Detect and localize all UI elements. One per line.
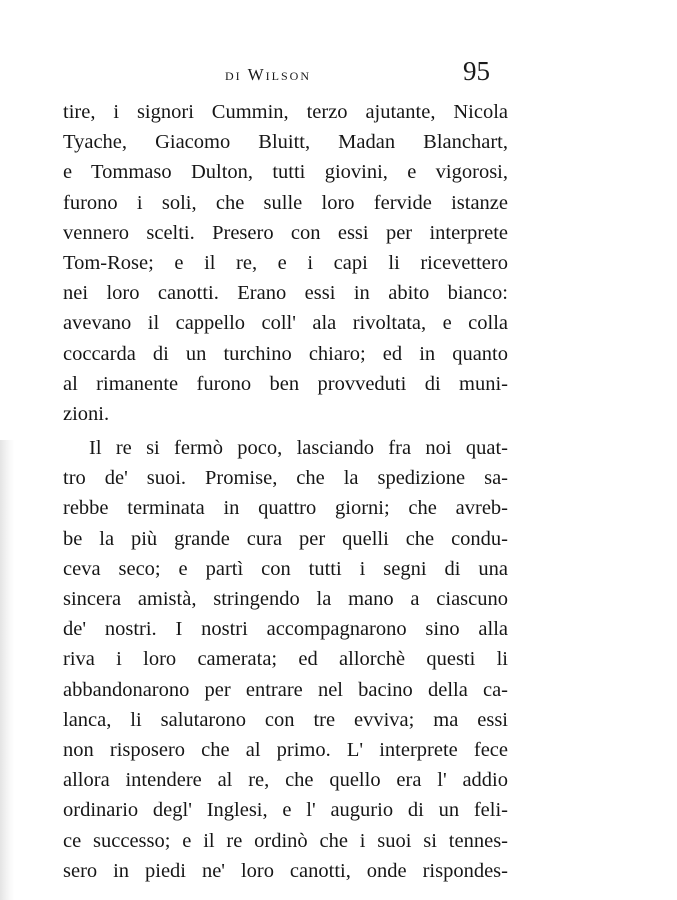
running-title: di Wilson	[225, 65, 311, 84]
text-line: nei loro canotti. Erano essi in abito bianco:	[63, 282, 508, 305]
text-line: e Tommaso Dulton, tutti giovini, e vigorosi,	[63, 161, 508, 184]
text-line: allora intendere al re, che quello era l' addio	[63, 769, 508, 792]
text-line: zioni.	[63, 402, 110, 425]
text-line: abbandonarono per entrare nel bacino della ca-	[63, 678, 508, 701]
text-line: ceva seco; e partì con tutti i segni di una	[63, 557, 508, 580]
text-line: al rimanente furono ben provveduti di muni-	[63, 372, 508, 395]
text-line: furono i soli, che sulle loro fervide istanze	[63, 191, 508, 214]
text-line: vennero scelti. Presero con essi per interprete	[63, 221, 508, 244]
text-line: Tyache, Giacomo Bluitt, Madan Blanchart,	[63, 131, 508, 154]
page-edge-shadow	[0, 440, 14, 900]
text-line: coccarda di un turchino chiaro; ed in quanto	[63, 342, 508, 365]
text-line: rebbe terminata in quattro giorni; che avreb-	[63, 497, 508, 520]
text-line: de' nostri. I nostri accompagnarono sino alla	[63, 618, 508, 641]
page-header	[0, 56, 677, 92]
text-line: tire, i signori Cummin, terzo ajutante, Nicola	[63, 101, 508, 123]
text-line: Tom-Rose; e il re, e i capi li ricevettero	[63, 251, 508, 274]
text-line: avevano il cappello coll' ala rivoltata, e colla	[63, 312, 508, 335]
paragraph-1	[63, 97, 508, 429]
paragraph-2	[63, 433, 508, 886]
text-line: sincera amistà, stringendo la mano a ciascuno	[63, 588, 508, 610]
text-line: non risposero che al primo. L' interprete fece	[63, 738, 508, 761]
text-line: sero in piedi ne' loro canotti, onde rispondes-	[63, 859, 508, 882]
body-text	[63, 97, 508, 886]
text-line: lanca, li salutarono con tre evviva; ma essi	[63, 708, 508, 731]
text-line: ce successo; e il re ordinò che i suoi si tennes-	[63, 829, 508, 852]
text-line: be la più grande cura per quelli che condu-	[63, 527, 508, 550]
text-line: tro de' suoi. Promise, che la spedizione sa-	[63, 467, 508, 490]
page-number: 95	[463, 56, 490, 86]
text-line: riva i loro camerata; ed allorchè questi li	[63, 648, 508, 671]
text-line: Il re si fermò poco, lasciando fra noi quat-	[89, 437, 508, 460]
text-line: ordinario degl' Inglesi, e l' augurio di un feli-	[63, 799, 508, 822]
